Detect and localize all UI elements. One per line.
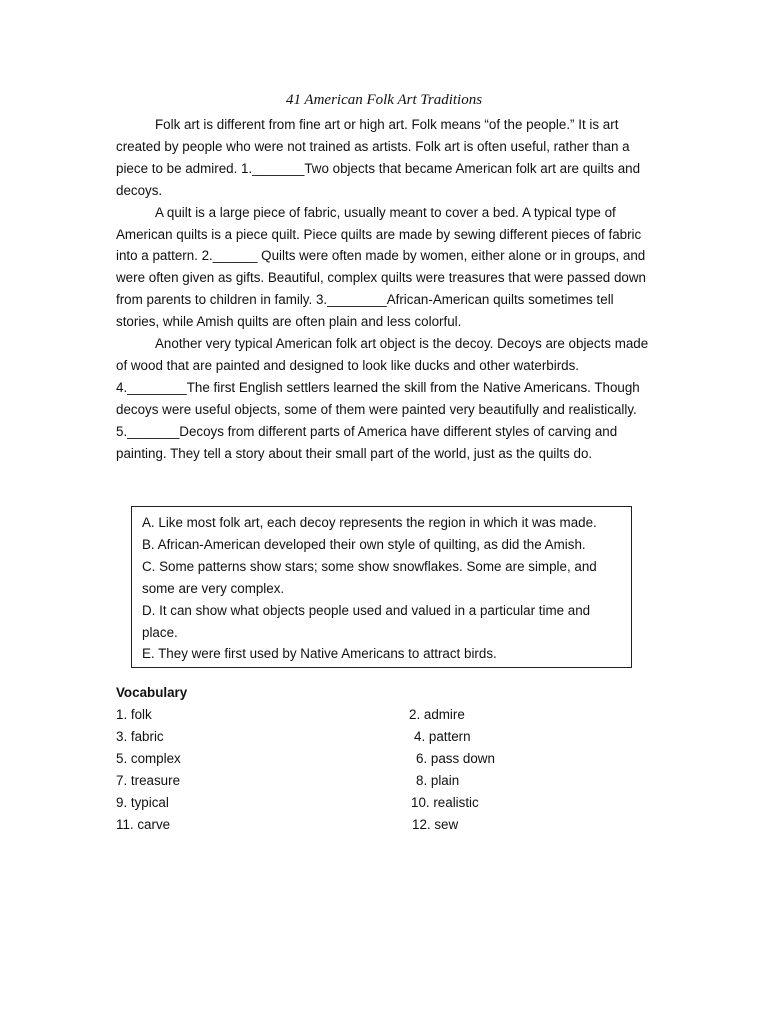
option-c: C. Some patterns show stars; some show snowflakes. Some are simple, and some are very complex. xyxy=(142,558,597,596)
vocab-item-fabric: 3. fabric xyxy=(116,729,164,744)
paragraph-quilts: A quilt is a large piece of fabric, usually meant to cover a bed. A typical type of American quilts is a piece quilt. Piece quilts are made by sewing different pieces of fabric into a pattern. 2.______ Quilts were often made by women, either alone or in groups, and were often given as gifts. Beautiful, complex quilts were treasures that were passed down from parents to children in family. 3.________African-American quilts sometimes tell stories, while Amish quilts are often plain and less colorful. xyxy=(116,204,646,330)
vocab-item-pass-down: 6. pass down xyxy=(416,751,495,766)
vocab-item-carve: 11. carve xyxy=(116,817,171,832)
vocab-item-sew: 12. sew xyxy=(412,817,459,832)
paragraph-intro: Folk art is different from fine art or high art. Folk means “of the people.” It is art created by people who were not trained as artists. Folk art is often useful, rather than a piece to be admired. 1._______Two objects that became American folk art are quilts and decoys. xyxy=(116,117,641,198)
vocab-item-treasure: 7. treasure xyxy=(116,773,181,788)
option-e: E. They were first used by Native Americans to attract birds. xyxy=(142,646,497,662)
reading-passage xyxy=(116,114,656,465)
vocab-item-admire: 2. admire xyxy=(409,707,465,722)
vocab-item-plain: 8. plain xyxy=(416,773,460,788)
vocabulary-heading: Vocabulary xyxy=(116,685,188,700)
option-b: B. African-American developed their own style of quilting, as did the Amish. xyxy=(142,536,586,552)
vocab-item-typical: 9. typical xyxy=(116,795,169,810)
vocab-item-pattern: 4. pattern xyxy=(414,729,471,744)
vocab-item-realistic: 10. realistic xyxy=(411,795,479,810)
paragraph-decoys: Another very typical American folk art object is the decoy. Decoys are objects made of wood that are painted and designed to look like ducks and other waterbirds. 4.________The first English settlers learned the skill from the Native Americans. Though decoys were useful objects, some of them were painted very beautifully and realistically. 5._______Decoys from different parts of America have different styles of carving and painting. They tell a story about their small part of the world, just as the quilts do. xyxy=(116,336,649,461)
page-title: 41 American Folk Art Traditions xyxy=(285,92,483,108)
vocab-item-folk: 1. folk xyxy=(116,707,152,722)
option-d: D. It can show what objects people used and valued in a particular time and place. xyxy=(142,602,591,640)
option-a: A. Like most folk art, each decoy represents the region in which it was made. xyxy=(142,515,597,530)
vocab-item-complex: 5. complex xyxy=(116,751,181,766)
answer-options-box xyxy=(131,506,632,668)
